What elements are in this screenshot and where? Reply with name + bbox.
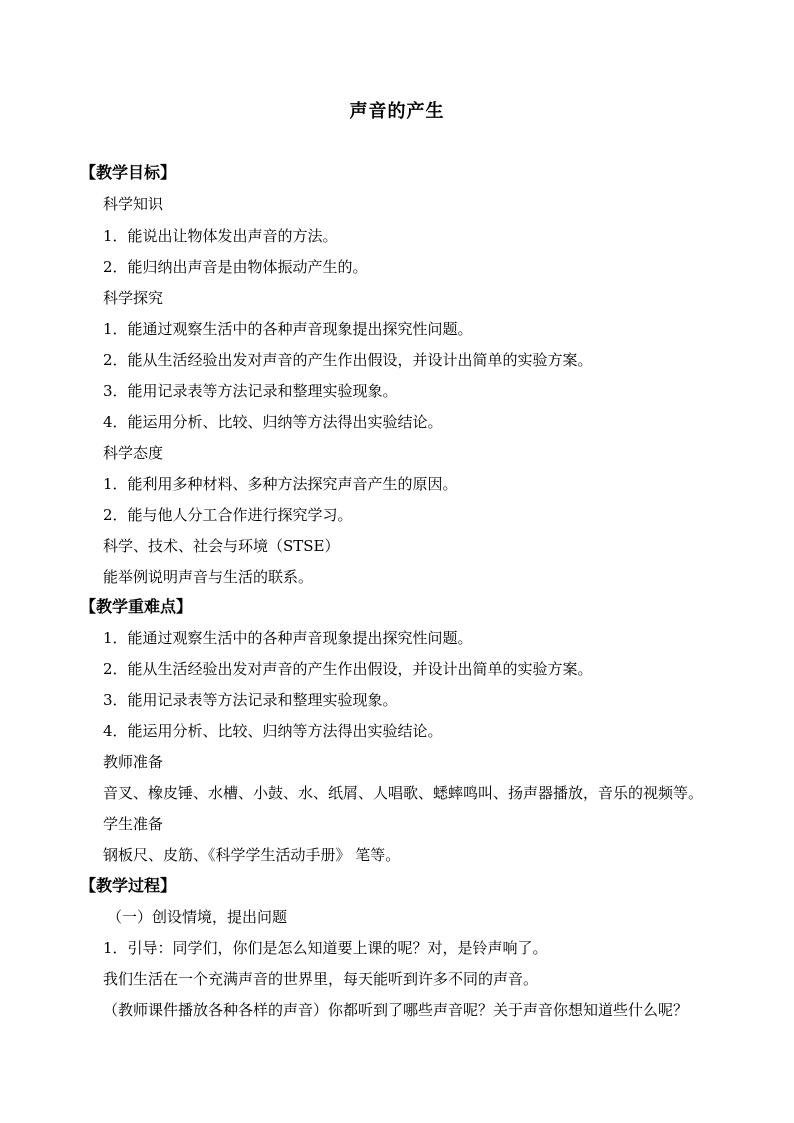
list-item: 1．能通过观察生活中的各种声音现象提出探究性问题。 xyxy=(103,629,473,647)
subheading-attitude: 科学态度 xyxy=(103,444,164,462)
document-title: 声音的产生 xyxy=(349,101,445,122)
list-item: 4．能运用分析、比较、归纳等方法得出实验结论。 xyxy=(103,722,443,740)
paragraph: 钢板尺、皮筋、《科学学生活动手册》 笔等。 xyxy=(103,846,401,864)
subheading-knowledge: 科学知识 xyxy=(103,195,164,213)
paragraph: （教师课件播放各种各样的声音）你都听到了哪些声音呢？关于声音你想知道些什么呢？ xyxy=(103,1001,689,1019)
paragraph: 音叉、橡皮锤、水槽、小鼓、水、纸屑、人唱歌、蟋蟀鸣叫、扬声器播放，音乐的视频等。 xyxy=(103,784,704,802)
paragraph: 我们生活在一个充满声音的世界里，每天能听到许多不同的声音。 xyxy=(103,970,539,988)
list-item: 2．能与他人分工合作进行探究学习。 xyxy=(103,506,353,524)
section-heading-key-points: 【教学重难点】 xyxy=(80,597,193,616)
subheading-teacher-prep: 教师准备 xyxy=(103,753,164,771)
list-item: 4．能运用分析、比较、归纳等方法得出实验结论。 xyxy=(103,413,443,431)
subheading-inquiry: 科学探究 xyxy=(103,289,164,307)
section-heading-process: 【教学过程】 xyxy=(80,876,177,895)
list-item: 3．能用记录表等方法记录和整理实验现象。 xyxy=(103,382,398,400)
paragraph: 1．引导：同学们，你们是怎么知道要上课的呢？对，是铃声响了。 xyxy=(103,939,548,957)
list-item: 2．能从生活经验出发对声音的产生作出假设，并设计出简单的实验方案。 xyxy=(103,660,593,678)
list-item: 1．能利用多种材料、多种方法探究声音产生的原因。 xyxy=(103,475,458,493)
section-heading-objectives: 【教学目标】 xyxy=(80,163,177,182)
list-item: 2．能归纳出声音是由物体振动产生的。 xyxy=(103,258,368,276)
list-item: 1．能通过观察生活中的各种声音现象提出探究性问题。 xyxy=(103,320,473,338)
subheading-stse: 科学、技术、社会与环境（STSE） xyxy=(103,537,340,555)
subheading-student-prep: 学生准备 xyxy=(103,815,164,833)
paragraph: 能举例说明声音与生活的联系。 xyxy=(103,568,314,586)
list-item: 2．能从生活经验出发对声音的产生作出假设，并设计出简单的实验方案。 xyxy=(103,351,593,369)
list-item: 1．能说出让物体发出声音的方法。 xyxy=(103,227,338,245)
step-title: （一）创设情境，提出问题 xyxy=(107,908,288,926)
list-item: 3．能用记录表等方法记录和整理实验现象。 xyxy=(103,691,398,709)
